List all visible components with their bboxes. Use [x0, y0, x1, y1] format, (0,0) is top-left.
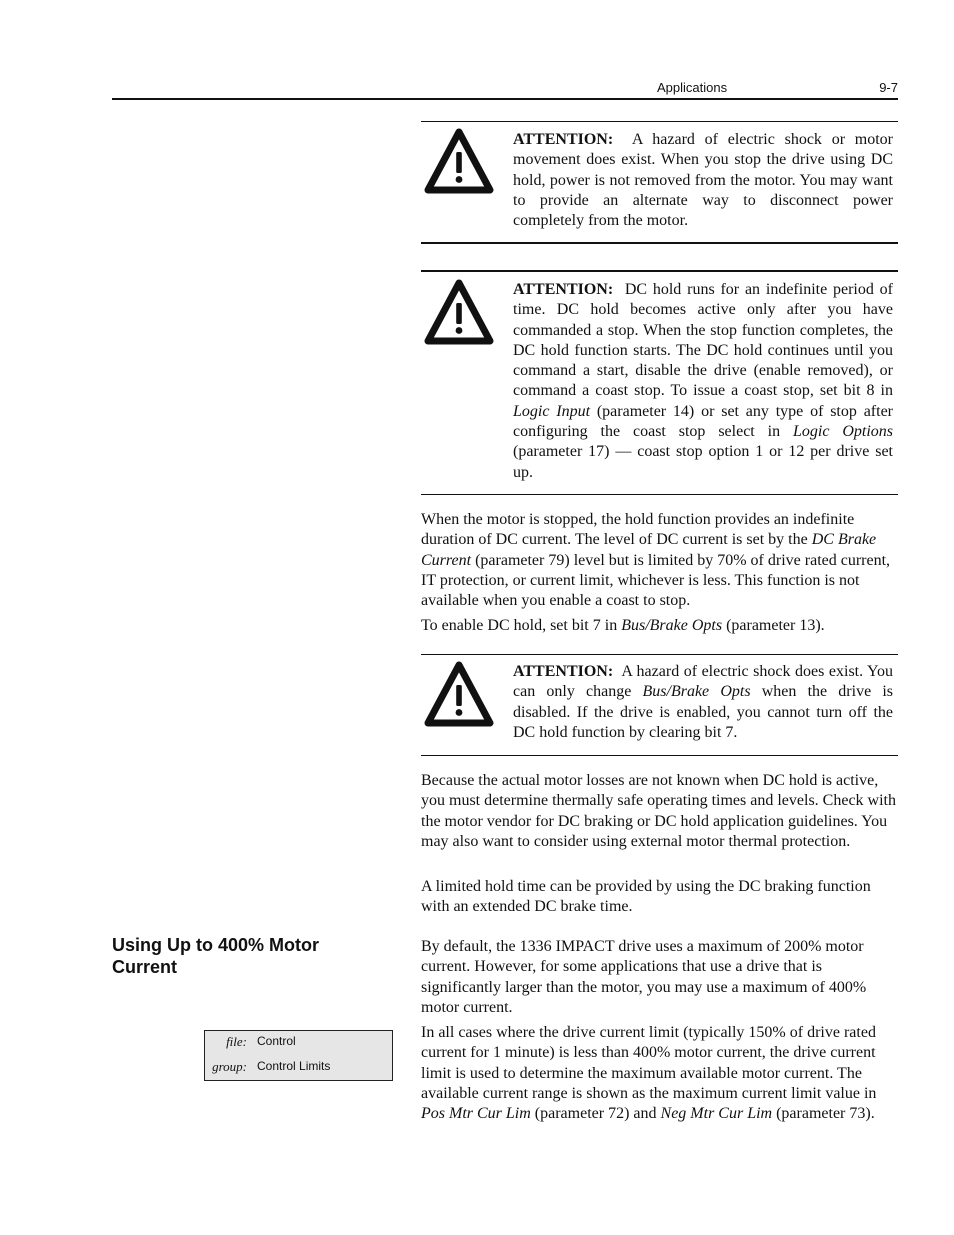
attention-top-rule [421, 270, 898, 272]
warning-triangle-icon [424, 661, 494, 727]
warning-triangle-icon [424, 279, 494, 345]
group-label: group: [212, 1059, 247, 1074]
body-paragraph: A limited hold time can be provided by using the DC braking function with an extended DC brake time. [421, 878, 871, 916]
attention-top-rule [421, 654, 898, 655]
running-header-title: Applications [657, 80, 728, 95]
body-paragraph: Because the actual motor losses are not known when DC hold is active, you must determine thermally safe operating times and levels. Check with the motor vendor for DC braking or DC hold application guidelines. You may also want to consider using external motor thermal protection. [421, 772, 896, 850]
parameter-name: Bus/Brake Opts [621, 617, 723, 634]
parameter-file-group-box [204, 1030, 393, 1081]
attention-top-rule [421, 121, 898, 122]
warning-triangle-icon [424, 128, 494, 194]
page-number: 9-7 [879, 80, 898, 95]
body-paragraph: By default, the 1336 IMPACT drive uses a maximum of 200% motor current. However, for some applications that use a drive that is significantly larger than the motor, you may use a maximum of 400% motor current. [421, 938, 867, 1016]
parameter-name: Logic Options [792, 423, 893, 441]
header-rule [112, 98, 898, 100]
file-value: Control [257, 1034, 296, 1048]
attention-bottom-rule [421, 494, 898, 495]
parameter-name: Bus/Brake Opts [642, 683, 751, 701]
parameter-name: Neg Mtr Cur Lim [660, 1105, 773, 1123]
body-paragraph: To enable DC hold, set bit 7 in Bus/Brake Opts (parameter 13). [421, 617, 825, 634]
body-paragraph: When the motor is stopped, the hold function provides an indefinite duration of DC current. The level of DC current is set by the DC Brake Current (parameter 79) level but is limited by 70% of drive rated current, IT protection, or current limit, whichever is less. This function is not available when you enable a coast to stop. [421, 511, 891, 610]
attention-bottom-rule [421, 242, 898, 244]
attention-text: ATTENTION: A hazard of electric shock does exist. You can only change Bus/Brake Opts when the drive is disabled. If the drive is enabled, you cannot turn off the DC hold function by clearing bit 7. [513, 663, 894, 741]
group-value: Control Limits [257, 1059, 331, 1073]
parameter-name: Logic Input [513, 402, 591, 420]
attention-text: ATTENTION: A hazard of electric shock or motor movement does exist. When you stop the drive using DC hold, power is not removed from the motor. You may want to provide an alternate way to disconnect power completely from the motor. [513, 131, 893, 230]
parameter-name: DC Brake Current [421, 531, 877, 569]
section-heading: Using Up to 400% Motor Current [112, 935, 320, 977]
body-paragraph: In all cases where the drive current limit (typically 150% of drive rated current for 1 minute) is less than 400% motor current, the drive current limit is used to determine the maximum available motor current. The available current range is shown as the maximum current limit value in Pos Mtr Cur Lim (parameter 72) and Neg Mtr Cur Lim (parameter 73). [421, 1024, 877, 1123]
parameter-name: Pos Mtr Cur Lim [421, 1105, 531, 1123]
attention-bottom-rule [421, 755, 898, 756]
file-label: file: [226, 1034, 247, 1049]
attention-text: ATTENTION: DC hold runs for an indefinite period of time. DC hold becomes active only after you have commanded a stop. When the stop function completes, the DC hold function starts. The DC hold continues until you command a start, disable the drive (enable removed), or command a coast stop. To issue a coast stop, set bit 8 in Logic Input (parameter 14) or set any type of stop after configuring the coast stop select in Logic Options (parameter 17) — coast stop option 1 or 12 per drive set up. [513, 281, 894, 481]
